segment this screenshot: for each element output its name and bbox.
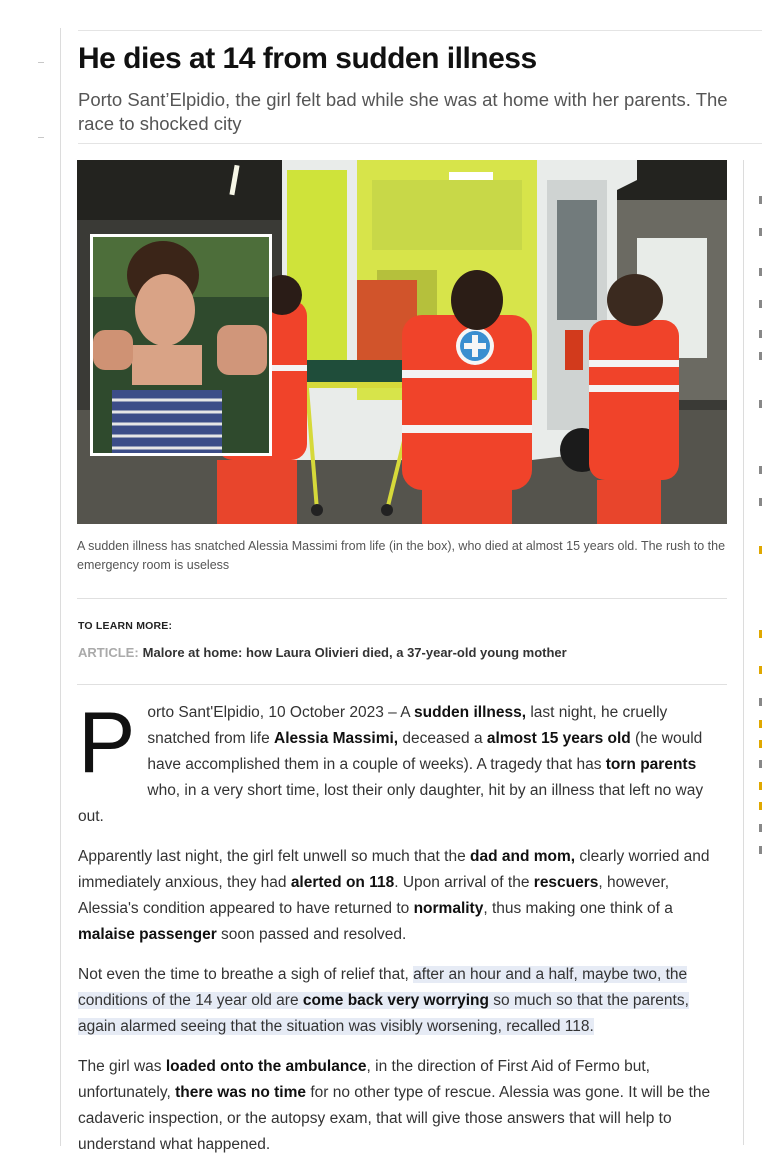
text-run: soon passed and resolved. [216,926,407,943]
text-run: orto Sant'Elpidio, 10 October 2023 – A [147,704,415,721]
paragraph [78,962,726,1040]
text-run: The girl was [78,1058,166,1075]
divider [77,684,727,685]
bold-text: there was no time [175,1084,307,1101]
text-run: , however, Alessia's condition appeared to have returned to [78,874,670,917]
top-divider [78,30,762,31]
bold-text: come back very worrying [302,992,489,1009]
article-photo [77,160,727,524]
photo-caption: A sudden illness has snatched Alessia Massimi from life (in the box), who died at almost 15 years old. The rush to the emergency room is useless [77,539,726,572]
learn-more-heading: TO LEARN MORE: [78,620,173,632]
left-tick-mark [38,62,44,63]
highlighted-text: after an hour and a half, maybe two, the conditions of the 14 year old are [78,966,688,1009]
paragraph [78,844,726,948]
text-run: clearly worried and immediately anxious, they had [78,848,710,891]
text-run: , in the direction of First Aid of Fermo but, unfortunately, [78,1058,650,1101]
bold-text: sudden illness, [414,704,527,721]
article-body [78,695,726,1164]
text-run: , thus making one think of a [483,900,673,917]
related-article-link[interactable] [78,645,567,660]
article-title: He dies at 14 from sudden illness [78,42,537,75]
text-run: Apparently last night, the girl felt unwell so much that the [78,848,471,865]
left-tick-mark [38,137,44,138]
paragraph [78,1054,726,1158]
left-column-rule [60,28,61,1146]
bold-text: dad and mom, [470,848,576,865]
divider [77,598,727,599]
text-run: . Upon arrival of the [394,874,534,891]
bold-text: normality [413,900,484,917]
sidebar-rule [743,160,744,1145]
text-run: last night, he cruelly snatched from life [147,704,668,747]
bold-text: malaise passenger [78,926,217,943]
header-divider [78,143,762,144]
bold-text: alerted on 118 [290,874,395,891]
text-run: who, in a very short time, lost their only daughter, hit by an illness that left no way out. [78,782,704,825]
text-run: (he would have accomplished them in a couple of weeks). A tragedy that has [147,730,703,773]
related-article-title[interactable]: Malore at home: how Laura Olivieri died, a 37-year-old young mother [142,645,567,660]
bold-text: loaded onto the ambulance [165,1058,367,1075]
related-article-label: ARTICLE: [78,645,139,660]
bold-text: rescuers [533,874,599,891]
article-subtitle: Porto Sant’Elpidio, the girl felt bad while she was at home with her parents. The race to shocked city [78,89,728,134]
bold-text: Alessia Massimi, [274,730,399,747]
bold-text: torn parents [605,756,697,773]
paragraph [78,695,726,830]
drop-cap: P [78,695,136,791]
text-run: Not even the time to breathe a sigh of relief that, [78,966,414,983]
highlighted-text: so much so that the parents, again alarmed seeing that the situation was visibly worsening, recalled 118. [78,992,689,1035]
text-run: for no other type of rescue. Alessia was gone. It will be the cadaveric inspection, or the autopsy exam, that will give those answers that will help to understand what happened. [78,1084,711,1153]
bold-text: almost 15 years old [486,730,631,747]
text-run: deceased a [398,730,487,747]
